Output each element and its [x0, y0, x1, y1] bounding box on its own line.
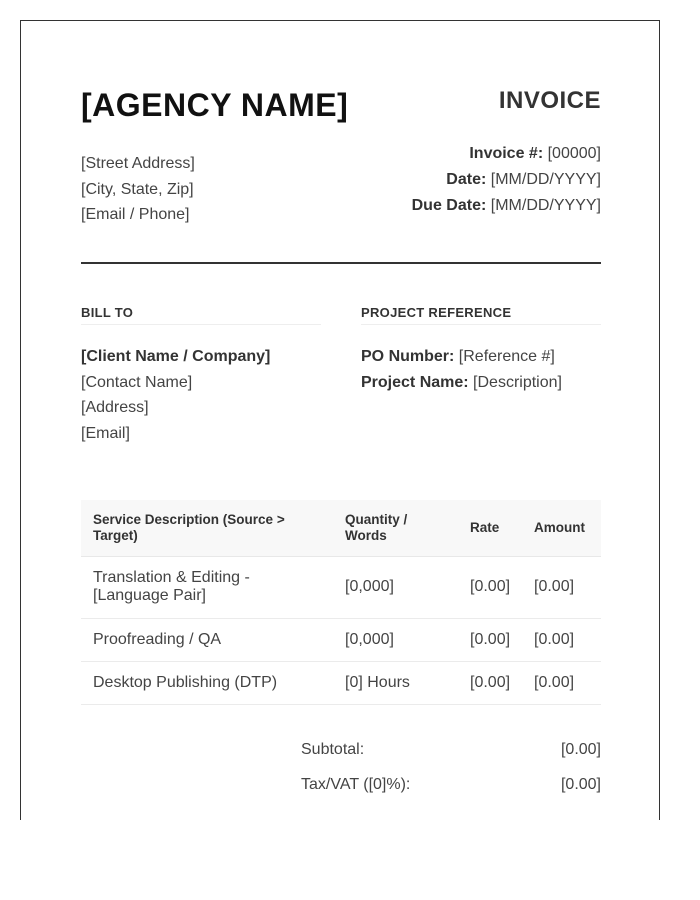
bill-to-lines [81, 344, 321, 447]
table-header-row [81, 500, 601, 556]
invoice-number-value: [00000] [547, 145, 601, 162]
service-rate: [0.00] [458, 661, 522, 704]
due-date-value: [MM/DD/YYYY] [490, 197, 601, 214]
subtotal-row [301, 741, 601, 776]
column-header-amount: Amount [522, 500, 601, 556]
client-contact-name: [Contact Name] [81, 373, 193, 391]
due-date-line [412, 193, 601, 219]
subtotal-label: Subtotal: [301, 741, 365, 758]
column-header-quantity: Quantity / Words [333, 500, 458, 556]
service-rate: [0.00] [458, 556, 522, 618]
invoice-number-label: Invoice #: [469, 145, 544, 162]
project-reference-section [361, 305, 601, 395]
service-rate: [0.00] [458, 618, 522, 661]
agency-address [81, 151, 195, 228]
column-header-description: Service Description (Source > Target) [81, 500, 333, 556]
invoice-date-line [412, 167, 601, 193]
services-table [81, 500, 601, 705]
invoice-number-line [412, 141, 601, 167]
subtotal-value: [0.00] [560, 741, 601, 758]
service-description: Desktop Publishing (DTP) [81, 661, 333, 704]
agency-street-address: [Street Address] [81, 155, 195, 172]
service-quantity: [0] Hours [333, 661, 458, 704]
document-title: INVOICE [498, 87, 601, 114]
agency-city-state-zip: [City, State, Zip] [81, 180, 194, 198]
project-name-label: Project Name: [361, 373, 469, 391]
service-description: Translation & Editing - [Language Pair] [81, 556, 333, 618]
due-date-label: Due Date: [411, 197, 487, 214]
client-email: [Email] [81, 425, 130, 443]
invoice-meta [412, 141, 601, 219]
service-description: Proofreading / QA [81, 618, 333, 661]
project-reference-heading: PROJECT REFERENCE [361, 305, 601, 325]
tax-label: Tax/VAT ([0]%): [301, 776, 411, 793]
table-row [81, 618, 601, 661]
table-row [81, 556, 601, 618]
service-quantity: [0,000] [333, 618, 458, 661]
project-reference-lines [361, 344, 601, 395]
agency-email-phone: [Email / Phone] [81, 206, 190, 223]
invoice-date-value: [MM/DD/YYYY] [490, 171, 601, 188]
column-header-rate: Rate [458, 500, 522, 556]
po-number-label: PO Number: [361, 348, 455, 365]
service-amount: [0.00] [522, 661, 601, 704]
service-quantity: [0,000] [333, 556, 458, 618]
project-name-value: [Description] [473, 373, 562, 391]
po-number-value: [Reference #] [458, 348, 555, 365]
tax-row [301, 776, 601, 811]
service-amount: [0.00] [522, 618, 601, 661]
agency-name: [AGENCY NAME] [81, 87, 349, 123]
bill-to-heading: BILL TO [81, 305, 321, 325]
service-amount: [0.00] [522, 556, 601, 618]
totals-section [301, 741, 601, 811]
client-address: [Address] [81, 399, 149, 417]
invoice-date-label: Date: [446, 171, 487, 188]
project-name-line [361, 370, 601, 396]
client-name: [Client Name / Company] [81, 348, 271, 365]
tax-value: [0.00] [560, 776, 601, 793]
header-divider [81, 262, 601, 264]
po-number-line [361, 344, 601, 370]
table-row [81, 661, 601, 704]
bill-to-section [81, 305, 321, 447]
invoice-page [20, 20, 660, 820]
